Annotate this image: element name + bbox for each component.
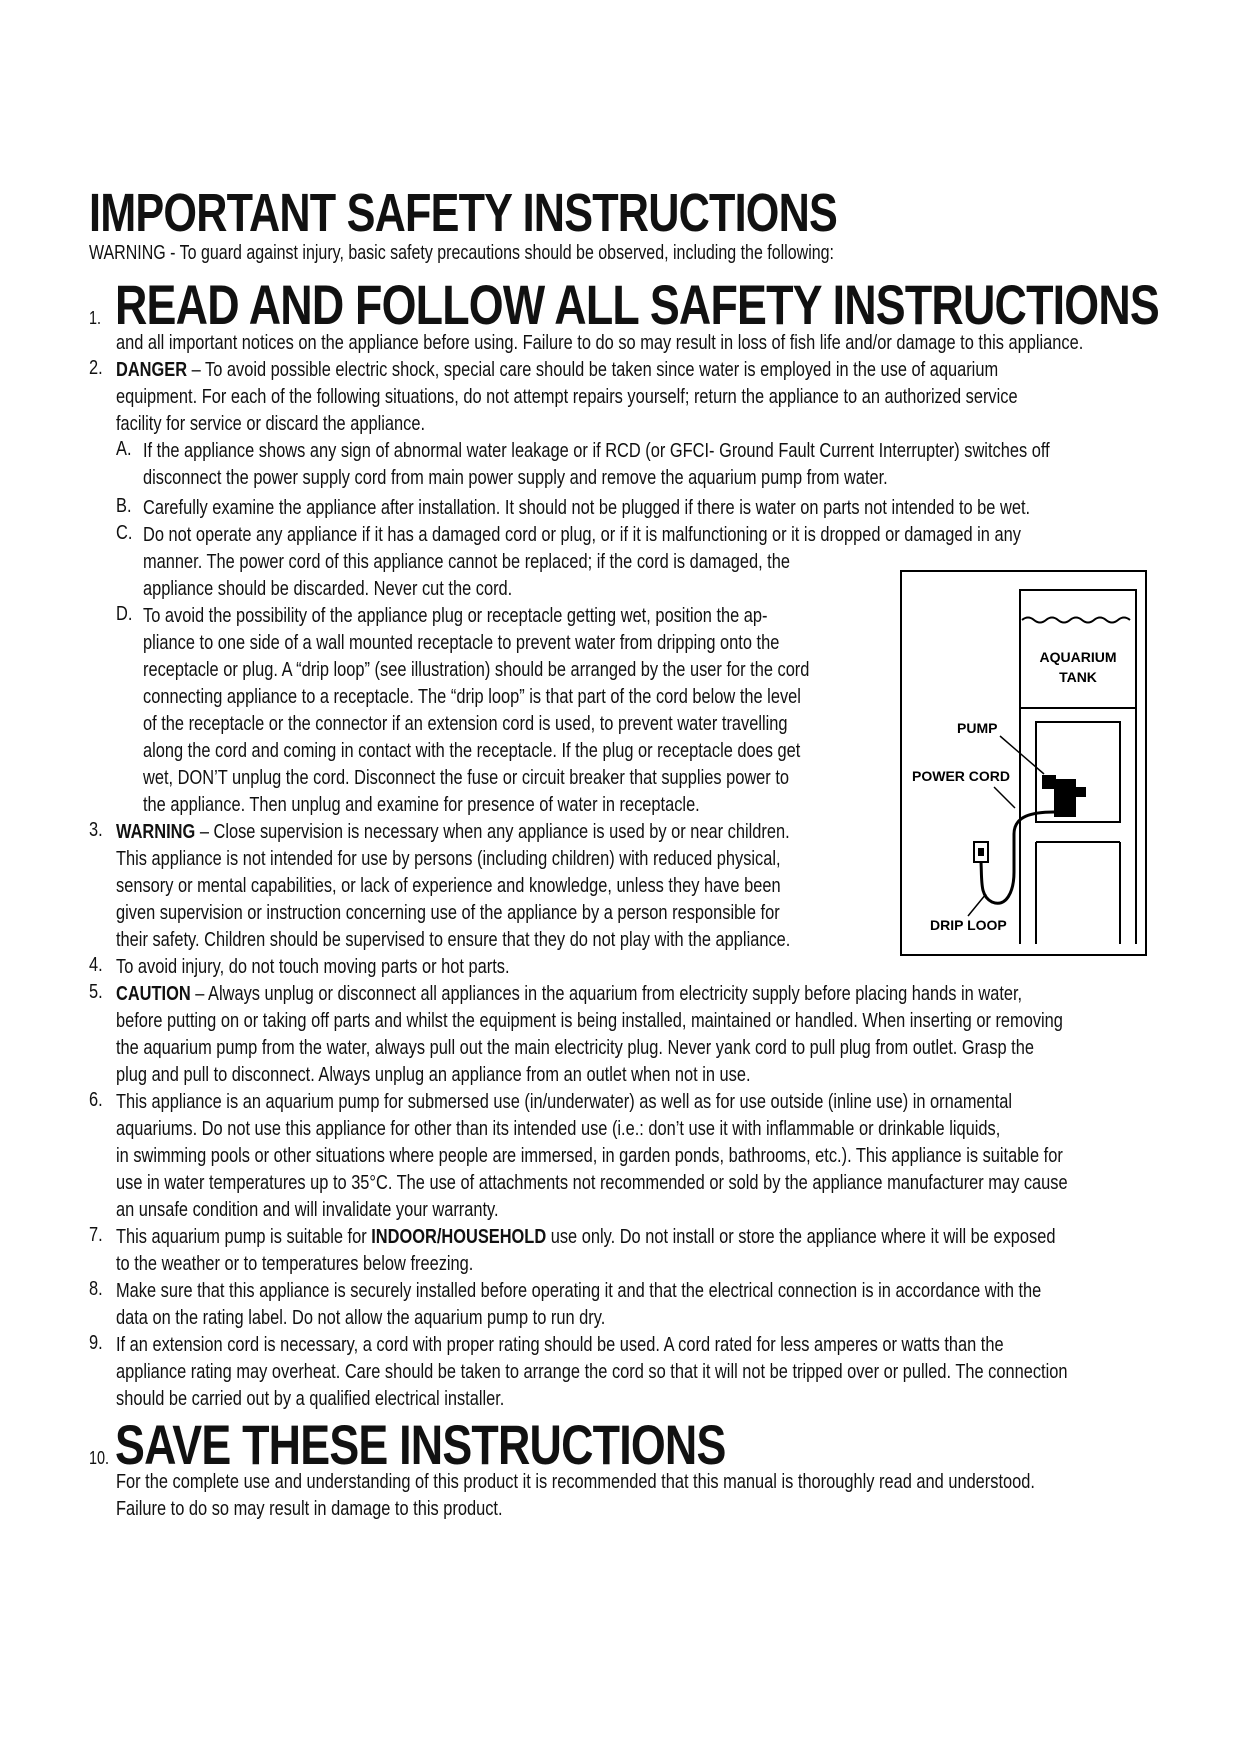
item-9-text — [116, 1331, 1241, 1412]
warning-label: WARNING — [116, 820, 196, 843]
item-7-line-2: to the weather or to temperatures below freezing. — [116, 1252, 474, 1275]
item-2c-letter — [116, 521, 137, 545]
item-7-number-text: 7. — [89, 1223, 103, 1246]
item-2d-line-5: of the receptacle or the connector if an extension cord is used, to prevent water travelling — [143, 712, 788, 735]
item-9-line-3: should be carried out by a qualified electrical installer. — [116, 1387, 505, 1410]
item-6-number — [89, 1088, 106, 1112]
item-3-line-1-text: – Close supervision is necessary when any appliance is used by or near children. — [195, 820, 790, 843]
plug-shape — [978, 848, 984, 856]
item-2-number-text: 2. — [89, 356, 103, 379]
item-9-line-1: If an extension cord is necessary, a cord with proper rating should be used. A cord rated for less amperes or watts than the — [116, 1333, 1004, 1356]
item-2d-letter — [116, 602, 137, 626]
item-1-number-text: 1. — [89, 308, 102, 328]
item-10-line-1: For the complete use and understanding of this product it is recommended that this manual is thoroughly read and understood. — [116, 1470, 1035, 1493]
item-6-line-1: This appliance is an aquarium pump for submersed use (in/underwater) as well as for use outside (inline use) in ornamental — [116, 1090, 1013, 1113]
item-4-number — [89, 953, 106, 977]
item-2d-text — [143, 602, 976, 818]
item-2b-letter — [116, 494, 135, 518]
item-10-number — [89, 1448, 114, 1469]
item-2c-line-2: manner. The power cord of this appliance cannot be replaced; if the cord is damaged, the — [143, 550, 790, 573]
item-10-number-text: 10. — [89, 1448, 110, 1468]
item-2d-line-1: To avoid the possibility of the appliance plug or receptacle getting wet, position the ap- — [143, 604, 768, 627]
item-2d-letter-text: D. — [116, 602, 133, 625]
page-title-text: IMPORTANT SAFETY INSTRUCTIONS — [89, 183, 838, 243]
item-1-text — [116, 329, 1241, 356]
item-2d-line-8: the appliance. Then unplug and examine for presence of water in receptacle. — [143, 793, 700, 816]
item-10-line-2: Failure to do so may result in damage to this product. — [116, 1497, 503, 1520]
item-5-number-text: 5. — [89, 980, 103, 1003]
caution-label: CAUTION — [116, 982, 191, 1005]
item-3-line-5: their safety. Children should be supervised to ensure that they do not play with the appliance. — [116, 928, 791, 951]
item-7-pre: This aquarium pump is suitable for — [116, 1225, 372, 1248]
item-3-line-1 — [116, 818, 790, 845]
pump-label: PUMP — [957, 720, 998, 736]
pump-head-shape — [1042, 775, 1056, 789]
item-7-text — [116, 1223, 1241, 1277]
item-5-line-4: plug and pull to disconnect. Always unplug an appliance from an outlet when not in use. — [116, 1063, 751, 1086]
item-8-number — [89, 1277, 106, 1301]
item-2b-text — [143, 494, 1241, 521]
item-5-line-2: before putting on or taking off parts and whilst the equipment is being installed, maintained or handled. When inserting or removing — [116, 1009, 1063, 1032]
stand-outer-legs — [1020, 708, 1136, 944]
item-9-number-text: 9. — [89, 1331, 103, 1354]
item-5-line-3: the aquarium pump from the water, always pull out the main electricity plug. Never yank cord to pull plug from outlet. Grasp the — [116, 1036, 1034, 1059]
item-2a-text — [143, 437, 1241, 491]
item-7-line-1 — [116, 1223, 1055, 1250]
item-5-line-1 — [116, 980, 1022, 1007]
power-cord-drip-loop — [981, 812, 1054, 903]
item-7-post: use only. Do not install or store the appliance where it will be exposed — [546, 1225, 1056, 1248]
item-8-text — [116, 1277, 1241, 1331]
item-9-line-2: appliance rating may overheat. Care should be taken to arrange the cord so that it will not be tripped over or pulled. The connection — [116, 1360, 1068, 1383]
item-2a-letter — [116, 437, 135, 461]
item-3-number-text: 3. — [89, 818, 103, 841]
item-10-heading-text: SAVE THESE INSTRUCTIONS — [115, 1413, 726, 1476]
drip-loop-pointer — [968, 894, 986, 916]
aquarium-label: AQUARIUM — [1039, 649, 1117, 665]
warning-intro — [89, 242, 1020, 265]
item-8-number-text: 8. — [89, 1277, 103, 1300]
item-2d-line-4: connecting appliance to a receptacle. The “drip loop” is that part of the cord below the level — [143, 685, 801, 708]
item-4-text — [116, 953, 608, 980]
item-1-text-line: and all important notices on the appliance before using. Failure to do so may result in loss of fish life and/or damage to this appliance. — [116, 331, 1084, 354]
item-2-line-1 — [116, 356, 998, 383]
power-cord-label: POWER CORD — [912, 768, 1010, 784]
item-2b-line-1: Carefully examine the appliance after installation. It should not be plugged if there is water on parts not intended to be wet. — [143, 496, 1031, 519]
item-2b-letter-text: B. — [116, 494, 132, 517]
danger-label: DANGER — [116, 358, 188, 381]
item-2c-line-1: Do not operate any appliance if it has a damaged cord or plug, or if it is malfunctioning or it is dropped or damaged in any — [143, 523, 1021, 546]
item-3-line-3: sensory or mental capabilities, or lack of experience and knowledge, unless they have been — [116, 874, 781, 897]
item-1-heading — [115, 272, 1241, 337]
stand-lower-frame — [1036, 842, 1120, 944]
item-2-line-2: equipment. For each of the following situations, do not attempt repairs yourself; return the appliance to an authorized service — [116, 385, 1018, 408]
drip-loop-illustration — [902, 572, 1149, 958]
item-6-line-5: an unsafe condition and will invalidate your warranty. — [116, 1198, 499, 1221]
item-2c-letter-text: C. — [116, 521, 133, 544]
item-8-line-2: data on the rating label. Do not allow the aquarium pump to run dry. — [116, 1306, 606, 1329]
stand-upper-frame — [1036, 722, 1120, 822]
item-6-number-text: 6. — [89, 1088, 103, 1111]
item-2-number — [89, 356, 106, 380]
item-2d-line-2: pliance to one side of a wall mounted receptacle to prevent water from dripping onto the — [143, 631, 780, 654]
item-3-text — [116, 818, 959, 953]
item-4-line-1: To avoid injury, do not touch moving parts or hot parts. — [116, 955, 510, 978]
item-4-number-text: 4. — [89, 953, 103, 976]
item-8-line-1: Make sure that this appliance is securely installed before operating it and that the electrical connection is in accordance with the — [116, 1279, 1042, 1302]
tank-label: TANK — [1059, 669, 1097, 685]
item-1-number — [89, 308, 104, 329]
page-title — [89, 182, 1024, 244]
item-2-text — [116, 356, 1241, 437]
item-3-line-2: This appliance is not intended for use by persons (including children) with reduced physical, — [116, 847, 781, 870]
item-6-text — [116, 1088, 1241, 1223]
indoor-household-label: INDOOR/HOUSEHOLD — [371, 1225, 547, 1248]
item-5-number — [89, 980, 106, 1004]
item-10-text — [116, 1468, 1241, 1522]
drip-loop-label: DRIP LOOP — [930, 917, 1007, 933]
item-2d-line-6: along the cord and coming in contact with the receptacle. If the plug or receptacle does get — [143, 739, 801, 762]
item-5-line-1-text: – Always unplug or disconnect all appliances in the aquarium from electricity supply before placing hands in water, — [190, 982, 1023, 1005]
warning-intro-text: WARNING - To guard against injury, basic safety precautions should be observed, including the following: — [89, 242, 834, 264]
item-3-number — [89, 818, 106, 842]
item-2d-line-3: receptacle or plug. A “drip loop” (see illustration) should be arranged by the user for the cord — [143, 658, 810, 681]
item-6-line-4: use in water temperatures up to 35°C. The use of attachments not recommended or sold by the appliance manufacturer may cause — [116, 1171, 1068, 1194]
item-6-line-3: in swimming pools or other situations where people are immersed, in garden ponds, bathrooms, etc.). This appliance is suitable for — [116, 1144, 1063, 1167]
pump-outlet-shape — [1076, 787, 1086, 797]
item-2d-line-7: wet, DON’T unplug the cord. Disconnect the fuse or circuit breaker that supplies power to — [143, 766, 789, 789]
item-5-text — [116, 980, 1241, 1088]
item-7-number — [89, 1223, 106, 1247]
item-2a-letter-text: A. — [116, 437, 132, 460]
power-cord-pointer — [994, 787, 1015, 808]
drip-loop-diagram — [900, 570, 1147, 956]
item-2c-line-3: appliance should be discarded. Never cut the cord. — [143, 577, 513, 600]
pump-shape — [1054, 779, 1076, 817]
item-3-line-4: given supervision or instruction concerning use of the appliance by a person responsible for — [116, 901, 780, 924]
item-2a-line-2: disconnect the power supply cord from main power supply and remove the aquarium pump from water. — [143, 466, 888, 489]
item-9-number — [89, 1331, 106, 1355]
item-2-line-3: facility for service or discard the appliance. — [116, 412, 426, 435]
item-1-heading-text: READ AND FOLLOW ALL SAFETY INSTRUCTIONS — [115, 273, 1159, 336]
item-6-line-2: aquariums. Do not use this appliance for other than its intended use (i.e.: don’t use it with inflammable or drinkable liquids, — [116, 1117, 1001, 1140]
item-2-line-1-text: – To avoid possible electric shock, special care should be taken since water is employed in the use of aquarium — [187, 358, 999, 381]
item-2a-line-1: If the appliance shows any sign of abnormal water leakage or if RCD (or GFCI- Ground Fault Current Interrupter) switches off — [143, 439, 1050, 462]
